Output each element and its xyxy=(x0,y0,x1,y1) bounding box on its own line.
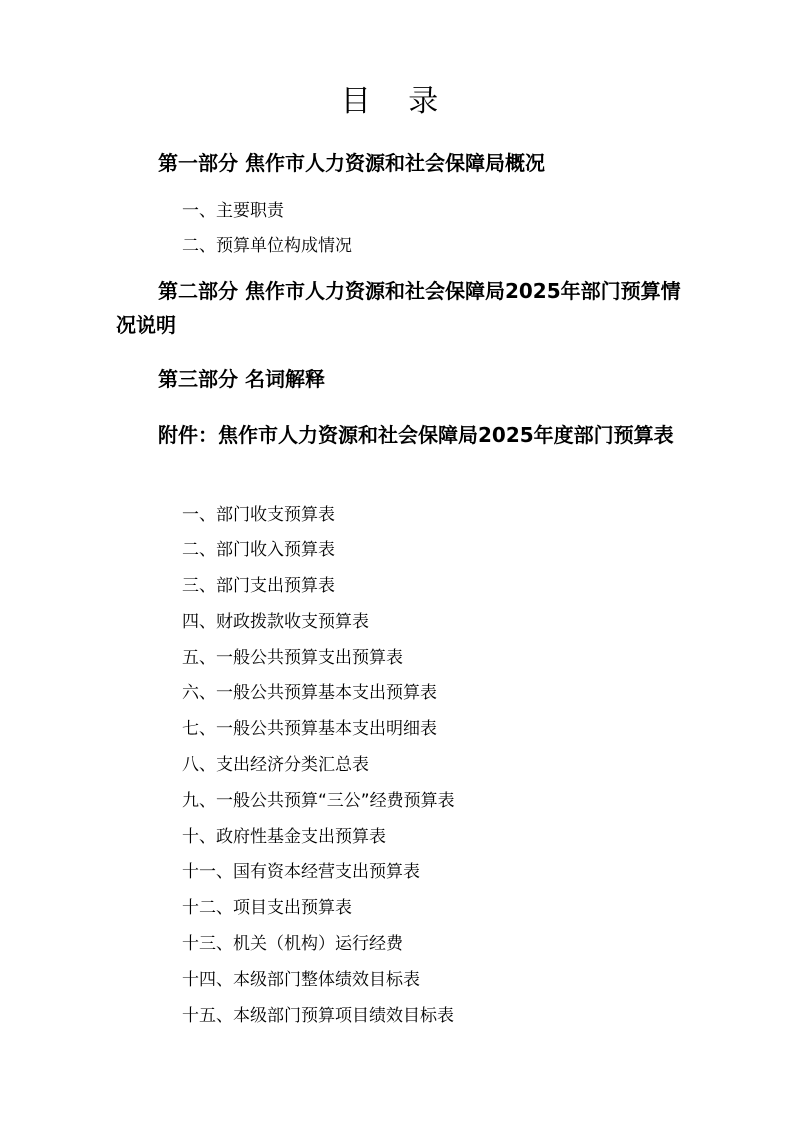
part2-heading: 第二部分 焦作市人力资源和社会保障局2025年部门预算情况说明 xyxy=(116,279,681,337)
appendix-item: 一、部门收支预算表 xyxy=(182,505,335,525)
appendix-item: 十五、本级部门预算项目绩效目标表 xyxy=(182,1006,454,1026)
appendix-item: 九、一般公共预算“三公”经费预算表 xyxy=(182,791,455,811)
appendix-item: 十一、国有资本经营支出预算表 xyxy=(182,862,420,882)
appendix-item: 六、一般公共预算基本支出预算表 xyxy=(182,683,437,703)
appendix-item: 四、财政拨款收支预算表 xyxy=(182,612,369,632)
appendix-item: 三、部门支出预算表 xyxy=(182,576,335,596)
page-title: 目 录 xyxy=(340,84,453,119)
appendix-item: 十四、本级部门整体绩效目标表 xyxy=(182,970,420,990)
part1-item: 一、主要职责 xyxy=(182,201,284,221)
appendix-item: 八、支出经济分类汇总表 xyxy=(182,755,369,775)
part1-item: 二、预算单位构成情况 xyxy=(182,236,352,256)
appendix-item: 七、一般公共预算基本支出明细表 xyxy=(182,719,437,739)
appendix-heading: 附件：焦作市人力资源和社会保障局2025年度部门预算表 xyxy=(158,423,674,447)
appendix-item: 十三、机关（机构）运行经费 xyxy=(182,934,403,954)
appendix-item: 二、部门收入预算表 xyxy=(182,540,335,560)
appendix-item: 五、一般公共预算支出预算表 xyxy=(182,648,403,668)
part3-heading: 第三部分 名词解释 xyxy=(158,367,325,391)
part1-heading: 第一部分 焦作市人力资源和社会保障局概况 xyxy=(158,151,545,175)
appendix-item: 十二、项目支出预算表 xyxy=(182,898,352,918)
appendix-item: 十、政府性基金支出预算表 xyxy=(182,827,386,847)
